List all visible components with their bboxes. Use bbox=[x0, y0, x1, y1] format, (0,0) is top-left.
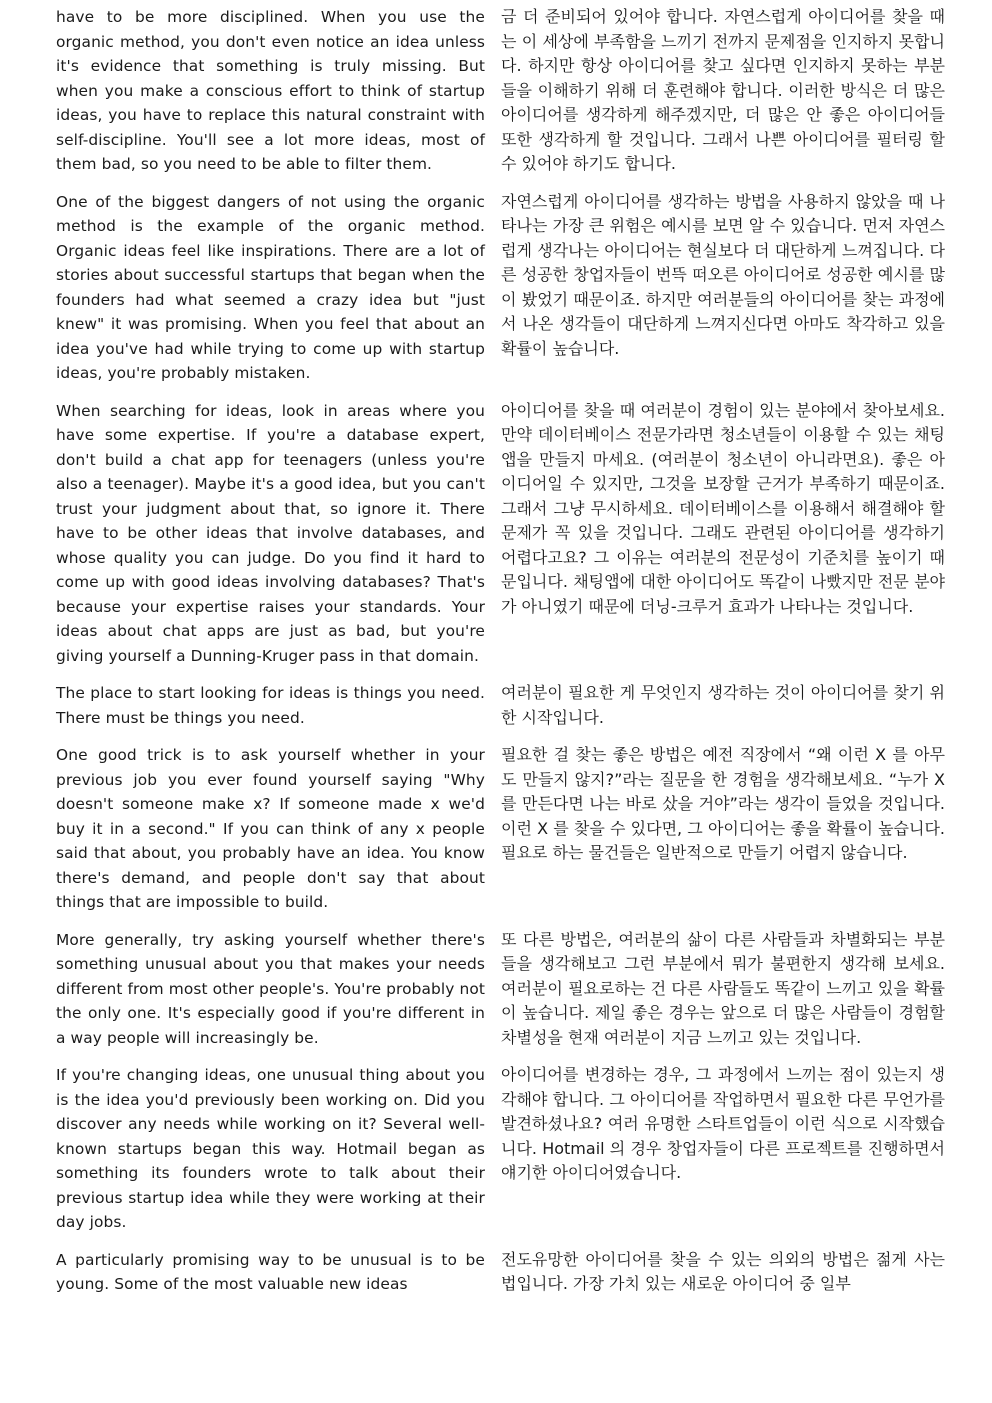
paragraph-ko: 아이디어를 변경하는 경우, 그 과정에서 느끼는 점이 있는지 생각해야 합니다. 그 아이디어를 작업하면서 필요한 다른 무언가를 발견하셨나요? 여러 유명한 스타트업들이 이런 식으로 시작했습니다. Hotmail 의 경우 창업자들이 다른 프로젝트를 진행하면서 얘기한 아이디어였습니다. bbox=[501, 1065, 945, 1182]
paragraph-row bbox=[56, 1248, 945, 1297]
paragraph-en: One of the biggest dangers of not using the organic method is the example of the organic method. Organic ideas feel like inspirations. There are a lot of stories about successful startups that began when the founders had what seemed a crazy idea but "just knew" it was promising. When you feel that about an idea you've had while trying to come up with startup ideas, you're probably mistaken. bbox=[56, 192, 485, 382]
paragraph-en: When searching for ideas, look in areas where you have some expertise. If you're a database expert, don't build a chat app for teenagers (unless you're also a teenager). Maybe it's a good idea, but you can't trust your judgment about that, so ignore it. There have to be other ideas that involve databases, and whose quality you can judge. Do you find it hard to come up with good ideas involving databases? That's because your expertise raises your standards. Your ideas about chat apps are just as bad, but you're giving yourself a Dunning-Kruger pass in that domain. bbox=[56, 401, 485, 665]
paragraph-row bbox=[56, 5, 945, 177]
paragraph-ko: 또 다른 방법은, 여러분의 삶이 다른 사람들과 차별화되는 부분들을 생각해보고 그런 부분에서 뭐가 불편한지 생각해 보세요. 여러분이 필요로하는 건 다른 사람들도 똑같이 느끼고 있을 확률이 높습니다. 제일 좋은 경우는 앞으로 더 많은 사람들이 경험할 차별성을 현재 여러분이 지금 느끼고 있는 것입니다. bbox=[501, 929, 945, 1047]
paragraph-en: One good trick is to ask yourself whether in your previous job you ever found yourself saying "Why doesn't someone make x? If someone made x we'd buy it in a second." If you can think of any x people said that about, you probably have an idea. You know there's demand, and people don't say that about things that are impossible to build. bbox=[56, 746, 485, 911]
paragraph-row bbox=[56, 399, 945, 669]
paragraph-row bbox=[56, 743, 945, 915]
paragraph-en: A particularly promising way to be unusual is to be young. Some of the most valuable new ideas bbox=[56, 1250, 485, 1293]
paragraph-en: have to be more disciplined. When you use the organic method, you don't even notice an idea unless it's evidence that something is truly missing. But when you make a conscious effort to think of startup ideas, you have to replace this natural constraint with self-discipline. You'll see a lot more ideas, most of them bad, so you need to be able to filter them. bbox=[56, 8, 485, 173]
paragraph-ko: 전도유망한 아이디어를 찾을 수 있는 의외의 방법은 젊게 사는 법입니다. 가장 가치 있는 새로운 아이디어 중 일부 bbox=[501, 1249, 945, 1293]
paragraph-en: If you're changing ideas, one unusual thing about you is the idea you'd previously been working on. Did you discover any needs while working on it? Several well-known startups began this way. Hotmail began as something its founders wrote to talk about their previous startup idea while they were working at their day jobs. bbox=[56, 1066, 485, 1231]
paragraph-row bbox=[56, 1063, 945, 1235]
paragraph-ko: 아이디어를 찾을 때 여러분이 경험이 있는 분야에서 찾아보세요. 만약 데이터베이스 전문가라면 청소년들이 이용할 수 있는 채팅 앱을 만들지 마세요. (여러분이 청소년이 아니라면요). 좋은 아이디어일 수 있지만, 그것을 보장할 근거가 부족하기 때문이죠. 그래서 그냥 무시하세요. 데이터베이스를 이용해서 해결해야 할 문제가 꼭 있을 것입니다. 그래도 관련된 아이디어를 생각하기 어렵다고요? 그 이유는 여러분의 전문성이 기준치를 높이기 때문입니다. 채팅앱에 대한 아이디어도 똑같이 나빴지만 전문 분야가 아니였기 때문에 더닝-크루거 효과가 나타나는 것입니다. bbox=[501, 400, 945, 616]
paragraph-row bbox=[56, 190, 945, 386]
paragraph-row bbox=[56, 928, 945, 1051]
paragraph-en: More generally, try asking yourself whether there's something unusual about you that makes your needs different from most other people's. You're probably not the only one. It's especially good if you're different in a way people will increasingly be. bbox=[56, 930, 485, 1047]
paragraph-ko: 여러분이 필요한 게 무엇인지 생각하는 것이 아이디어를 찾기 위한 시작입니다. bbox=[501, 683, 945, 727]
paragraph-ko: 자연스럽게 아이디어를 생각하는 방법을 사용하지 않았을 때 나타나는 가장 큰 위험은 예시를 보면 알 수 있습니다. 먼저 자연스럽게 생각나는 아이디어는 현실보다 더 대단하게 느껴집니다. 다른 성공한 창업자들이 번뜩 떠오른 아이디어로 성공한 예시를 많이 봤었기 때문이죠. 하지만 여러분들의 아이디어를 찾는 과정에서 나온 생각들이 대단하게 느껴지신다면 아마도 착각하고 있을 확률이 높습니다. bbox=[501, 191, 945, 358]
paragraph-ko: 필요한 걸 찾는 좋은 방법은 예전 직장에서 “왜 이런 X 를 아무도 만들지 않지?”라는 질문을 한 경험을 생각해보세요. “누가 X 를 만든다면 나는 바로 샀을 거야”라는 생각이 들었을 것입니다. 이런 X 를 찾을 수 있다면, 그 아이디어는 좋을 확률이 높습니다. 필요로 하는 물건들은 일반적으로 만들기 어렵지 않습니다. bbox=[501, 745, 945, 862]
paragraph-ko: 금 더 준비되어 있어야 합니다. 자연스럽게 아이디어를 찾을 때는 이 세상에 부족함을 느끼기 전까지 문제점을 인지하지 못합니다. 하지만 항상 아이디어를 찾고 싶다면 인지하지 못하는 부분들을 이해하기 위해 더 훈련해야 합니다. 이러한 방식은 더 많은 아이디어를 생각하게 해주겠지만, 더 많은 안 좋은 아이디어들 또한 생각하게 할 것입니다. 그래서 나쁜 아이디어를 필터링 할 수 있어야 하기도 합니다. bbox=[501, 7, 945, 173]
paragraph-en: The place to start looking for ideas is things you need. There must be things you need. bbox=[56, 684, 485, 727]
paragraph-row bbox=[56, 681, 945, 730]
